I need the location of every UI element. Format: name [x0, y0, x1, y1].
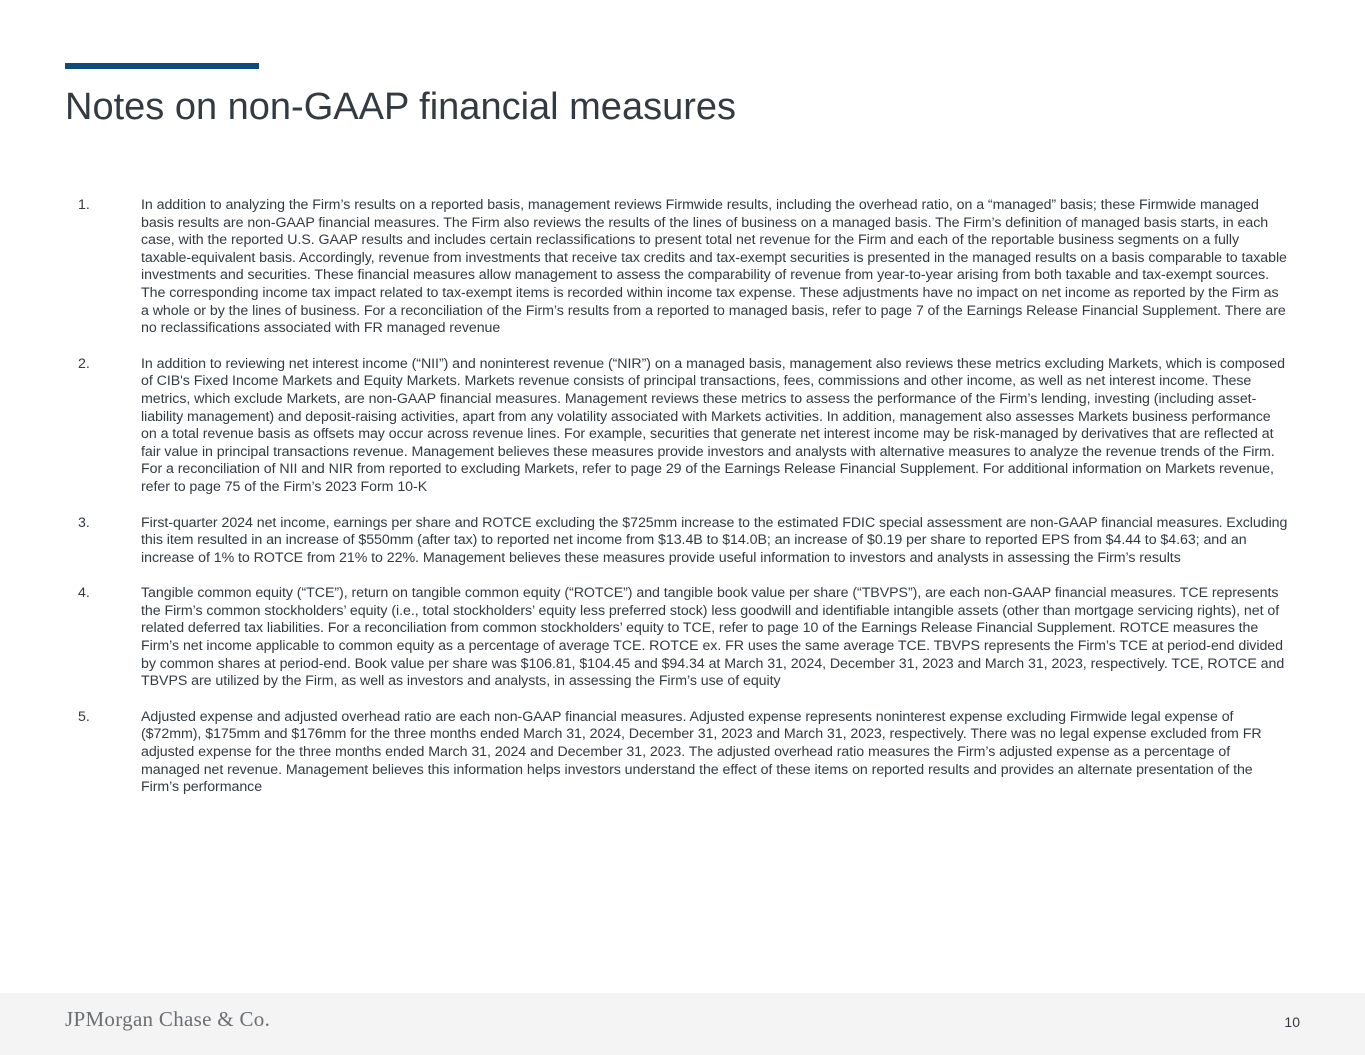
- note-item-3: [78, 515, 1290, 568]
- note-text: In addition to reviewing net interest income (“NII”) and noninterest revenue (“NIR”) on a managed basis, management also reviews these metrics excluding Markets, which is composed of CIB's Fixed Income Markets and Equity Markets. Markets revenue consists of principal transactions, fees, commissions and other income, as well as net interest income. These metrics, which exclude Markets, are non-GAAP financial measures. Management reviews these metrics to assess the performance of the Firm’s lending, investing (including asset-liability management) and deposit-raising activities, apart from any volatility associated with Markets activities. In addition, management also assesses Markets business performance on a total revenue basis as offsets may occur across revenue lines. For example, securities that generate net interest income may be risk-managed by derivatives that are reflected at fair value in principal transactions revenue. Management believes these measures provide investors and analysts with alternative measures to analyze the revenue trends of the Firm. For a reconciliation of NII and NIR from reported to excluding Markets, refer to page 29 of the Earnings Release Financial Supplement. For additional information on Markets revenue, refer to page 75 of the Firm’s 2023 Form 10-K: [141, 355, 1285, 495]
- footer: [0, 993, 1365, 1055]
- page-title: Notes on non-GAAP financial measures: [65, 86, 736, 128]
- note-text: Adjusted expense and adjusted overhead ratio are each non-GAAP financial measures. Adjusted expense represents noninterest expense excluding Firmwide legal expense of ($72mm), $175mm and $176mm for the three months ended March 31, 2024, December 31, 2023 and March 31, 2023, respectively. There was no legal expense excluded from FR adjusted expense for the three months ended March 31, 2024 and December 31, 2023. The adjusted overhead ratio measures the Firm’s adjusted expense as a percentage of managed net revenue. Management believes this information helps investors understand the effect of these items on reported results and provides an alternate presentation of the Firm’s performance: [141, 708, 1262, 796]
- title-accent-bar: [65, 63, 259, 69]
- note-number: 5.: [78, 708, 90, 725]
- note-number: 3.: [78, 514, 90, 531]
- page-number: 10: [1284, 1014, 1300, 1030]
- note-text: Tangible common equity (“TCE”), return on tangible common equity (“ROTCE”) and tangible book value per share (“TBVPS”), are each non-GAAP financial measures. TCE represents the Firm’s common stockholders’ equity (i.e., total stockholders’ equity less preferred stock) less goodwill and identifiable intangible assets (other than mortgage servicing rights), net of related deferred tax liabilities. For a reconciliation from common stockholders’ equity to TCE, refer to page 10 of the Earnings Release Financial Supplement. ROTCE measures the Firm’s net income applicable to common equity as a percentage of average TCE. ROTCE ex. FR uses the same average TCE. TBVPS represents the Firm’s TCE at period-end divided by common shares at period-end. Book value per share was $106.81, $104.45 and $94.34 at March 31, 2024, December 31, 2023 and March 31, 2023, respectively. TCE, ROTCE and TBVPS are utilized by the Firm, as well as investors and analysts, in assessing the Firm’s use of equity: [141, 585, 1285, 690]
- note-item-1: [78, 197, 1290, 338]
- company-logo: JPMorgan Chase & Co.: [65, 1007, 271, 1031]
- notes-list: [78, 197, 1290, 815]
- note-item-2: [78, 356, 1290, 497]
- note-text: In addition to analyzing the Firm’s results on a reported basis, management reviews Firmwide results, including the overhead ratio, on a “managed” basis; these Firmwide managed basis results are non-GAAP financial measures. The Firm also reviews the results of the lines of business on a managed basis. The Firm’s definition of managed basis starts, in each case, with the reported U.S. GAAP results and includes certain reclassifications to present total net revenue for the Firm and each of the reportable business segments on a fully taxable-equivalent basis. Accordingly, revenue from investments that receive tax credits and tax-exempt securities is presented in the managed results on a basis comparable to taxable investments and securities. These financial measures allow management to assess the comparability of revenue from year-to-year arising from both taxable and tax-exempt sources. The corresponding income tax impact related to tax-exempt items is recorded within income tax expense. These adjustments have no impact on net income as reported by the Firm as a whole or by the lines of business. For a reconciliation of the Firm’s results from a reported to managed basis, refer to page 7 of the Earnings Release Financial Supplement. There are no reclassifications associated with FR managed revenue: [141, 197, 1287, 337]
- note-item-5: [78, 709, 1290, 797]
- note-number: 2.: [78, 355, 90, 372]
- note-number: 1.: [78, 197, 90, 213]
- note-number: 4.: [78, 585, 90, 602]
- note-text: First-quarter 2024 net income, earnings per share and ROTCE excluding the $725mm increase to the estimated FDIC special assessment are non-GAAP financial measures. Excluding this item resulted in an increase of $550mm (after tax) to reported net income from $13.4B to $14.0B; an increase of $0.19 per share to reported EPS from $4.44 to $4.63; and an increase of 1% to ROTCE from 21% to 22%. Management believes these measures provide useful information to investors and analysts in assessing the Firm’s results: [141, 514, 1288, 566]
- note-item-4: [78, 585, 1290, 691]
